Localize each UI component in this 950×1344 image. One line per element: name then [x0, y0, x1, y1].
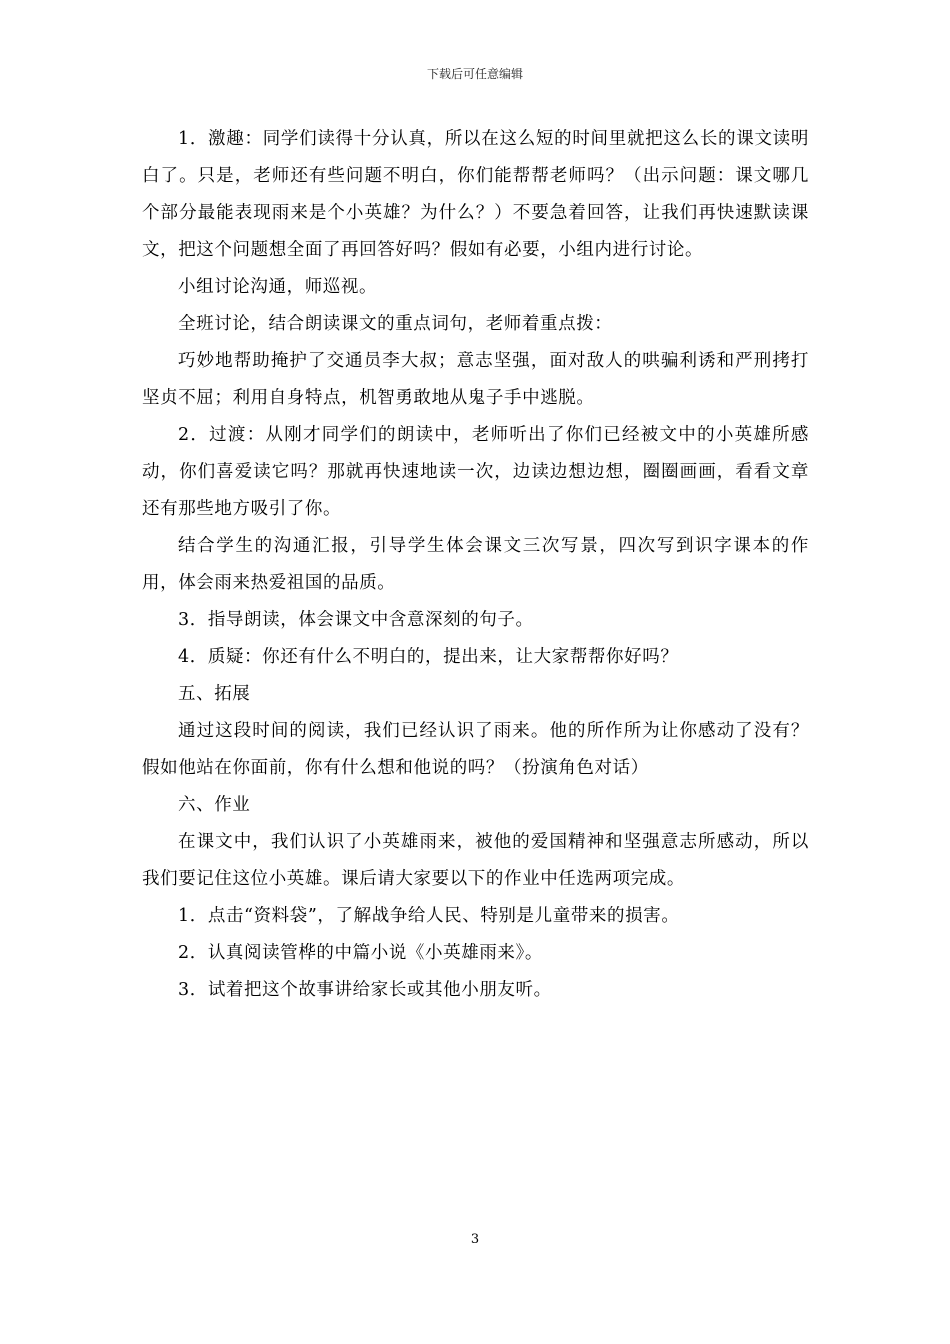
paragraph-extension: 通过这段时间的阅读，我们已经认识了雨来。他的所作所为让你感动了没有？假如他站在你面前，你有什么想和他说的吗？（扮演角色对话） — [142, 721, 809, 778]
section-heading-extension: 五、拓展 — [178, 684, 251, 704]
paragraph-class-discussion: 全班讨论，结合朗读课文的重点词句，老师着重点拨： — [178, 314, 613, 334]
paragraph-transition: 2．过渡：从刚才同学们的朗读中，老师听出了你们已经被文中的小英雄所感动，你们喜爱读它吗？那就再快速地读一次，边读边想边想，圈圈画画，看看文章还有那些地方吸引了你。 — [142, 425, 809, 519]
document-body — [142, 121, 809, 1009]
paragraph-homework-intro: 在课文中，我们认识了小英雄雨来，被他的爱国精神和坚强意志所感动，所以我们要记住这位小英雄。课后请大家要以下的作业中任选两项完成。 — [142, 832, 809, 889]
paragraph-group-discussion: 小组讨论沟通，师巡视。 — [178, 277, 378, 297]
page-header: 下载后可任意编辑 — [426, 67, 523, 81]
section-heading-homework: 六、作业 — [178, 795, 251, 815]
paragraph-student-report: 结合学生的沟通汇报，引导学生体会课文三次写景，四次写到识字课本的作用，体会雨来热爱祖国的品质。 — [142, 536, 809, 593]
page-number: 3 — [470, 1232, 480, 1247]
list-item-homework-3: 3．试着把这个故事讲给家长或其他小朋友听。 — [178, 980, 552, 1000]
paragraph-guided-reading: 3．指导朗读，体会课文中含意深刻的句子。 — [178, 610, 534, 630]
list-item-homework-1: 1．点击“资料袋”，了解战争给人民、特别是儿童带来的损害。 — [178, 906, 680, 926]
list-item-homework-2: 2．认真阅读管桦的中篇小说《小英雄雨来》。 — [178, 943, 543, 963]
paragraph-stimulate-interest: 1．激趣：同学们读得十分认真，所以在这么短的时间里就把这么长的课文读明白了。只是，老师还有些问题不明白，你们能帮帮老师吗？（出示问题：课文哪几个部分最能表现雨来是个小英雄？为什么？）不要急着回答，让我们再快速默读课文，把这个问题想全面了再回答好吗？假如有必要，小组内进行讨论。 — [142, 129, 809, 260]
paragraph-questions: 4．质疑：你还有什么不明白的，提出来，让大家帮帮你好吗？ — [178, 647, 679, 667]
paragraph-key-points: 巧妙地帮助掩护了交通员李大叔；意志坚强，面对敌人的哄骗利诱和严刑拷打坚贞不屈；利用自身特点，机智勇敢地从鬼子手中逃脱。 — [142, 351, 809, 408]
